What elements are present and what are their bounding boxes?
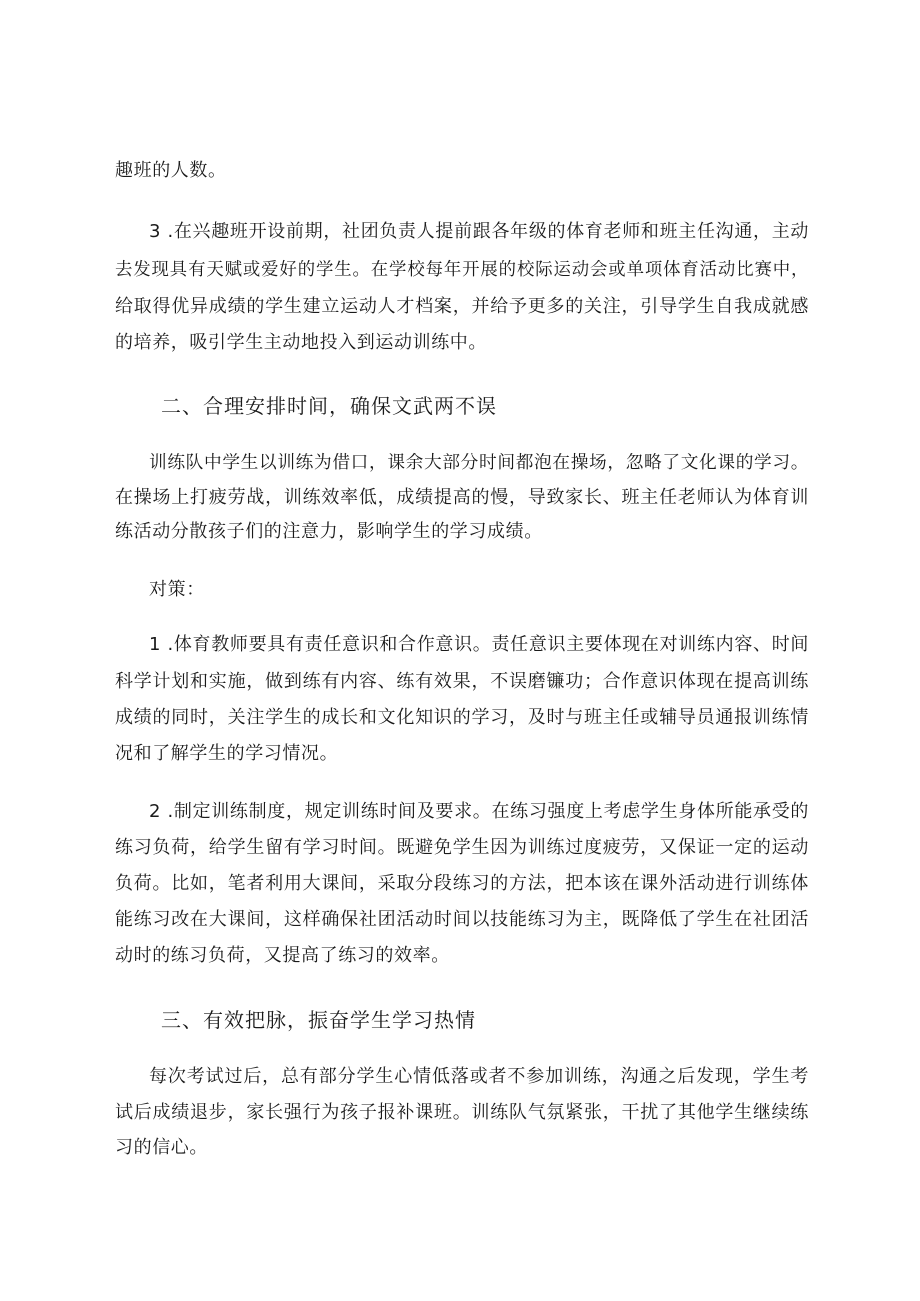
paragraph-line: 能练习改在大课间，这样确保社团活动时间以技能练习为主，既降低了学生在社团活 (115, 909, 809, 930)
paragraph-line: 科学计划和实施，做到练有内容、练有效果，不误磨镰功；合作意识体现在提高训练 (115, 671, 809, 692)
paragraph-line: 负荷。比如，笔者利用大课间，采取分段练习的方法，把本该在课外活动进行训练体 (115, 873, 809, 894)
paragraph-line: 对策： (149, 579, 205, 600)
paragraph-line: 给取得优异成绩的学生建立运动人才档案，并给予更多的关注，引导学生自我成就感 (115, 296, 809, 317)
paragraph-line: 1 .体育教师要具有责任意识和合作意识。责任意识主要体现在对训练内容、时间 (149, 634, 809, 655)
paragraph-line: 趣班的人数。 (115, 160, 227, 181)
paragraph-line: 训练队中学生以训练为借口，课余大部分时间都泡在操场，忽略了文化课的学习。 (149, 453, 809, 473)
paragraph-line: 去发现具有天赋或爱好的学生。在学校每年开展的校际运动会或单项体育活动比赛中， (115, 260, 809, 280)
section-heading: 二、合理安排时间，确保文武两不误 (161, 394, 497, 418)
paragraph-line: 的培养，吸引学生主动地投入到运动训练中。 (115, 332, 487, 353)
section-heading: 三、有效把脉，振奋学生学习热情 (161, 1008, 476, 1032)
paragraph-line: 试后成绩退步，家长强行为孩子报补课班。训练队气氛紧张，干扰了其他学生继续练 (115, 1102, 809, 1123)
paragraph-line: 况和了解学生的学习情况。 (115, 743, 339, 764)
paragraph-line: 练习负荷，给学生留有学习时间。既避免学生因为训练过度疲劳，又保证一定的运动 (115, 837, 809, 858)
paragraph-line: 3 .在兴趣班开设前期，社团负责人提前跟各年级的体育老师和班主任沟通，主动 (149, 221, 809, 242)
paragraph-line: 动时的练习负荷，又提高了练习的效率。 (115, 945, 450, 966)
paragraph-line: 在操场上打疲劳战，训练效率低，成绩提高的慢，导致家长、班主任老师认为体育训 (115, 487, 809, 508)
paragraph-line: 习的信心。 (115, 1137, 208, 1158)
paragraph-line: 每次考试过后，总有部分学生心情低落或者不参加训练，沟通之后发现，学生考 (149, 1066, 809, 1087)
paragraph-line: 成绩的同时，关注学生的成长和文化知识的学习，及时与班主任或辅导员通报训练情 (115, 707, 809, 728)
paragraph-line: 练活动分散孩子们的注意力，影响学生的学习成绩。 (115, 521, 543, 542)
paragraph-line: 2 .制定训练制度，规定训练时间及要求。在练习强度上考虑学生身体所能承受的 (149, 801, 809, 822)
